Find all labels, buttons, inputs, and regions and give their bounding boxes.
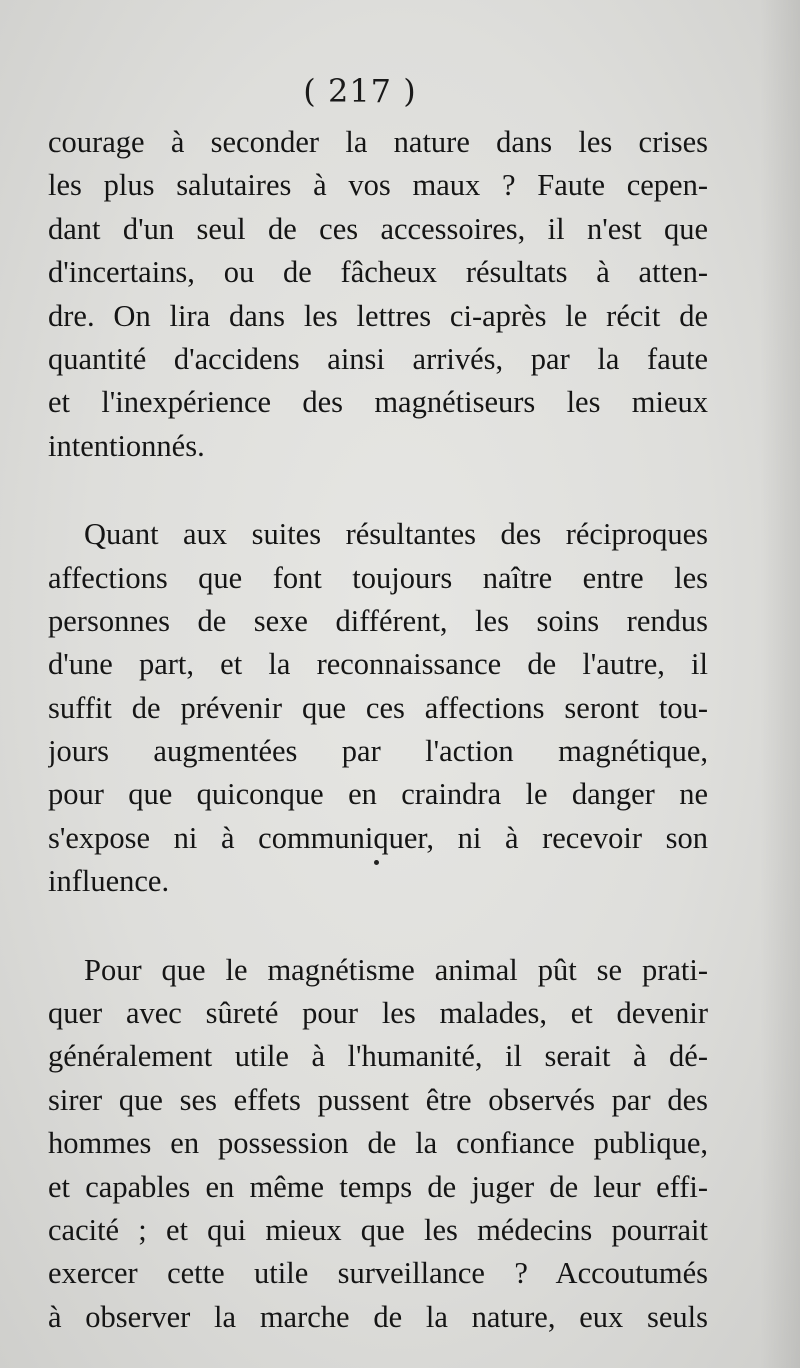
text-line: d'une part, et la reconnaissance de l'autre, il [48, 647, 708, 682]
page-edge-shadow [760, 0, 800, 1368]
text-line: jours augmentées par l'action magnétique, [48, 734, 708, 769]
text-line: et capables en même temps de juger de leur effi- [48, 1169, 708, 1204]
text-line: dant d'un seul de ces accessoires, il n'est que [48, 211, 708, 246]
text-line: à observer la marche de la nature, eux seuls [48, 1299, 708, 1334]
ink-speck [374, 860, 379, 865]
paragraph-1 [48, 121, 708, 468]
paragraph-spacer [48, 904, 708, 949]
body-text [48, 121, 708, 1339]
text-line: suffit de prévenir que ces affections seront tou- [48, 690, 708, 725]
paragraph-spacer [48, 468, 708, 513]
text-line: et l'inexpérience des magnétiseurs les mieux [48, 385, 708, 420]
text-line: courage à seconder la nature dans les crises [48, 125, 708, 159]
paragraph-3 [48, 949, 708, 1340]
text-line: influence. [48, 864, 170, 899]
text-line: Quant aux suites résultantes des réciproques [84, 517, 708, 552]
text-line: Pour que le magnétisme animal pût se prati- [84, 952, 708, 987]
text-line: sirer que ses effets pussent être observés par des [48, 1082, 708, 1117]
text-line: dre. On lira dans les lettres ci-après le récit de [48, 298, 708, 333]
text-line: hommes en possession de la confiance publique, [48, 1126, 708, 1161]
text-line: généralement utile à l'humanité, il serait à dé- [48, 1039, 708, 1074]
text-line: quer avec sûreté pour les malades, et devenir [48, 996, 708, 1031]
text-line: les plus salutaires à vos maux ? Faute cepen- [48, 168, 708, 203]
text-line: personnes de sexe différent, les soins rendus [48, 603, 708, 638]
text-line: quantité d'accidens ainsi arrivés, par la faute [48, 341, 708, 376]
text-line: pour que quiconque en craindra le danger ne [48, 777, 708, 812]
page-number: ( 217 ) [303, 72, 417, 110]
paragraph-2 [48, 513, 708, 904]
text-line: s'expose ni à communiquer, ni à recevoir son [48, 820, 708, 855]
text-line: d'incertains, ou de fâcheux résultats à atten- [48, 255, 708, 290]
text-line: cacité ; et qui mieux que les médecins pourrait [48, 1212, 708, 1247]
text-line: affections que font toujours naître entre les [48, 560, 708, 595]
text-line: intentionnés. [48, 428, 205, 463]
text-line: exercer cette utile surveillance ? Accoutumés [48, 1256, 708, 1291]
